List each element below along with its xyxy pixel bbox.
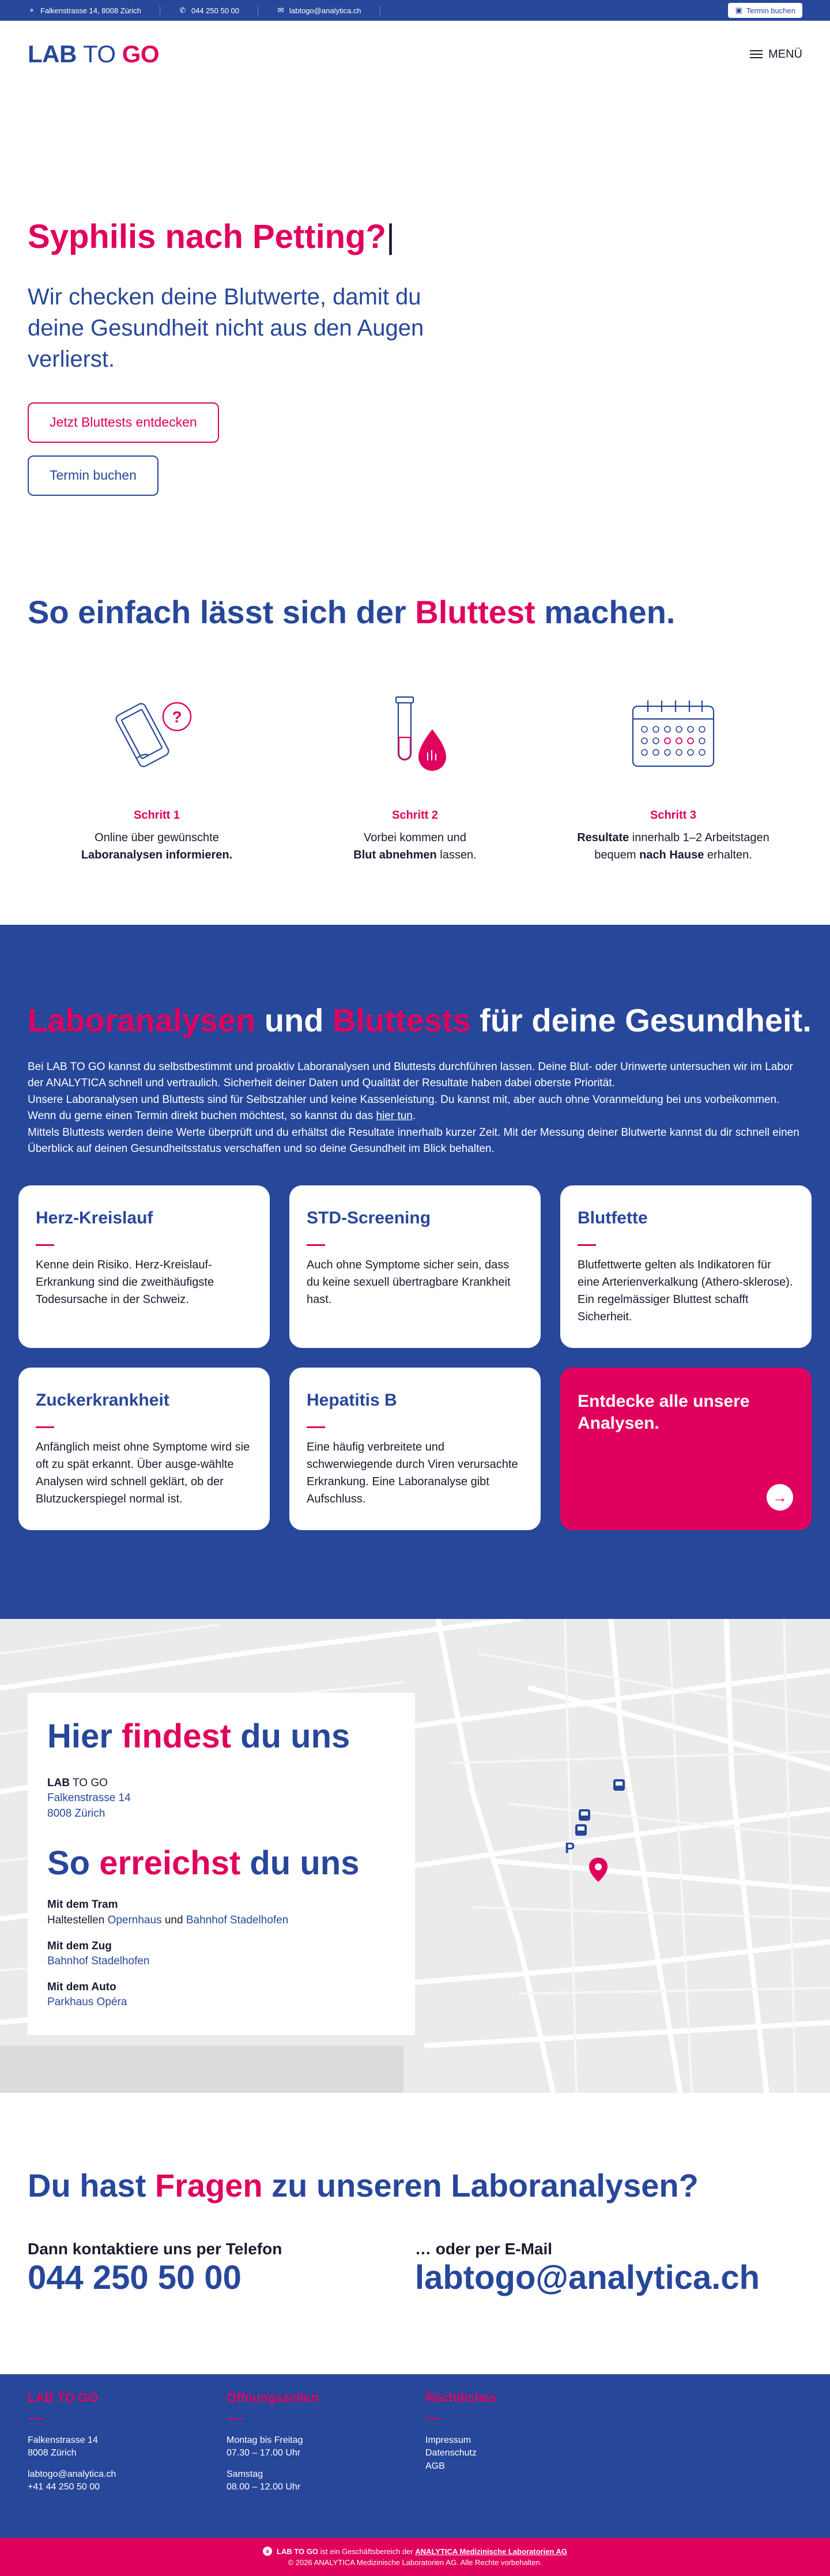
- topbar-email-text: labtogo@analytica.ch: [289, 6, 361, 15]
- footer-divider: [227, 2418, 243, 2419]
- footer-col-contact: [28, 2390, 227, 2522]
- top-utility-bar: [0, 0, 830, 21]
- book-here-link[interactable]: hier tun: [376, 1109, 413, 1122]
- footer-hours2: 08.00 – 12.00 Uhr: [227, 2482, 301, 2492]
- step-2: [286, 689, 544, 864]
- card-all-title: Entdecke alle unsere Analysen.: [578, 1392, 750, 1433]
- analyses-title-and: und: [255, 1002, 333, 1038]
- step-3-line1: innerhalb 1–2 Arbeitstagen: [629, 831, 769, 845]
- footer-hours1: 07.30 – 17.00 Uhr: [227, 2448, 301, 2458]
- address-name-rest: TO GO: [70, 1776, 108, 1789]
- card-herz-kreislauf[interactable]: [18, 1185, 270, 1348]
- datenschutz-link[interactable]: Datenschutz: [425, 2448, 477, 2458]
- legal-bar: [0, 2538, 830, 2576]
- address-street[interactable]: Falkenstrasse 14: [47, 1792, 131, 1805]
- tram-title: Mit dem Tram: [47, 1899, 118, 1911]
- step-2-label: Schritt 2: [391, 809, 439, 822]
- reach-highlight: erreichst: [99, 1844, 241, 1882]
- phone-icon: ✆: [179, 6, 186, 14]
- step-2-line2-rest: lassen.: [436, 849, 477, 862]
- footer-col3-title: Rechtliches: [425, 2390, 497, 2405]
- location-section: [0, 1619, 830, 2093]
- step-3-line2-pre: bequem: [594, 849, 640, 862]
- logo-go: GO: [122, 40, 160, 67]
- logo-to: TO: [83, 40, 116, 67]
- card-divider: [307, 1426, 325, 1428]
- step-1-text: [28, 829, 286, 864]
- footer-divider: [425, 2418, 442, 2419]
- contact-title-post: zu unseren Laboranalysen?: [262, 2167, 699, 2204]
- card-zuckerkrankheit[interactable]: [18, 1368, 270, 1530]
- intro-paragraph-2: [28, 1092, 802, 1124]
- analytica-logo-icon: a: [263, 2547, 272, 2556]
- legal-brand: LAB TO GO: [277, 2547, 318, 2556]
- hero-headline-text: Syphilis nach Petting?: [28, 218, 386, 255]
- card-text: Kenne dein Risiko. Herz-Kreislauf-Erkrankung sind die zweithäufigste Todesursache in der Schweiz.: [36, 1259, 214, 1306]
- step-1: [28, 689, 286, 864]
- footer-days2: Samstag: [227, 2469, 263, 2479]
- topbar-address-text: Falkenstrasse 14, 8008 Zürich: [40, 6, 141, 15]
- tram-pre: Haltestellen: [47, 1914, 108, 1926]
- step-3-line1-bold: Resultate: [577, 831, 629, 845]
- contact-phone-label: Dann kontaktiere uns per Telefon: [28, 2240, 282, 2258]
- hero-headline: [28, 217, 802, 257]
- tram-and: und: [161, 1914, 186, 1926]
- analyses-title-a: Laboranalysen: [28, 1002, 256, 1038]
- intro-2-post: .: [412, 1109, 416, 1122]
- logo[interactable]: [28, 40, 159, 68]
- stadelhofen-train-link[interactable]: Bahnhof Stadelhofen: [47, 1955, 150, 1968]
- topbar-book-label: Termin buchen: [746, 6, 795, 15]
- mail-icon: ✉: [277, 6, 284, 14]
- steps-title-pre: So einfach lässt sich der: [28, 594, 416, 630]
- card-title: Herz-Kreislauf: [36, 1208, 153, 1228]
- stadelhofen-tram-link[interactable]: Bahnhof Stadelhofen: [186, 1914, 289, 1926]
- address-name-lab: LAB: [47, 1776, 70, 1789]
- reach-pre: So: [47, 1844, 100, 1882]
- step-2-line1: Vorbei kommen und: [364, 831, 466, 845]
- opernhaus-link[interactable]: Opernhaus: [107, 1914, 162, 1926]
- step-2-line2-bold: Blut abnehmen: [353, 849, 437, 862]
- analyses-title: [18, 1001, 812, 1040]
- parking-icon: P: [565, 1839, 575, 1856]
- impressum-link[interactable]: Impressum: [425, 2435, 471, 2445]
- step-3-text: [544, 829, 802, 864]
- steps-section: [0, 593, 830, 925]
- find-us-title: [47, 1718, 395, 1755]
- address-block: [47, 1776, 395, 1822]
- card-blutfette[interactable]: [560, 1185, 812, 1348]
- card-title: Hepatitis B: [307, 1391, 397, 1410]
- card-title: STD-Screening: [307, 1208, 431, 1228]
- reach-us-title: [47, 1845, 395, 1882]
- card-hepatitis-b[interactable]: [289, 1368, 541, 1530]
- car-title: Mit dem Auto: [47, 1980, 116, 1993]
- card-std-screening[interactable]: [289, 1185, 541, 1348]
- card-divider: [307, 1244, 325, 1246]
- train-directions: [47, 1939, 395, 1969]
- step-3: [544, 689, 802, 864]
- footer-col-legal: [425, 2390, 624, 2522]
- topbar-address[interactable]: [28, 6, 160, 15]
- card-divider: [36, 1244, 54, 1246]
- contact-section: [0, 2093, 830, 2374]
- card-text: Blutfettwerte gelten als Indikatoren für eine Arterienverkalkung (Athero-sklerose). Ein regelmässiger Bluttest schafft Sicherheit.: [578, 1259, 793, 1324]
- train-title: Mit dem Zug: [47, 1939, 112, 1952]
- contact-phone-link[interactable]: 044 250 50 00: [28, 2259, 242, 2296]
- book-appointment-button[interactable]: Termin buchen: [28, 455, 159, 496]
- site-footer: [0, 2374, 830, 2538]
- arrow-right-icon[interactable]: →: [767, 1484, 793, 1511]
- analyses-intro: [18, 1059, 812, 1157]
- hamburger-icon: [750, 50, 763, 58]
- steps-title: [28, 593, 802, 631]
- menu-label: MENÜ: [768, 47, 802, 61]
- footer-divider: [28, 2418, 44, 2419]
- card-text: Anfänglich meist ohne Symptome wird sie oft zu spät erkannt. Über ausge-wählte Analysen wird schnell geklärt, ob der Blutzuckerspiegel normal ist.: [36, 1441, 250, 1506]
- footer-col2-title: Öffnungszeiten: [227, 2390, 319, 2405]
- typing-caret: |: [386, 218, 395, 255]
- svg-text:?: ?: [172, 708, 182, 726]
- card-title: Blutfette: [578, 1208, 648, 1228]
- contact-title-pre: Du hast: [28, 2167, 155, 2204]
- step-3-line2-bold: nach Hause: [639, 849, 704, 862]
- intro-paragraph-1: Bei LAB TO GO kannst du selbstbestimmt und proaktiv Laboranalysen und Bluttests durchführen lassen. Deine Blut- oder Urinwerte untersuchen wir im Labor der ANALYTICA schnell und vertraulich. Sicherheit deiner Daten und Qualität der Resultate haben dabei oberste Priorität.: [28, 1061, 793, 1089]
- step-1-label: Schritt 1: [133, 809, 180, 822]
- contact-title: [28, 2167, 802, 2204]
- card-title: Zuckerkrankheit: [36, 1391, 169, 1410]
- logo-lab: LAB: [28, 40, 77, 67]
- address-name: [47, 1776, 395, 1791]
- step-1-line1: Online über gewünschte: [95, 831, 219, 845]
- contact-email-link[interactable]: labtogo@analytica.ch: [415, 2259, 760, 2296]
- footer-col1-title: LAB TO GO: [28, 2390, 98, 2405]
- car-directions: [47, 1980, 395, 2010]
- location-card: [28, 1693, 415, 2035]
- intro-paragraph-3: Mittels Bluttests werden deine Werte überprüft und du erhältst die Resultate innerhalb kurzer Zeit. Mit der Messung deiner Blutwerte kannst du dir schnell einen Überblick auf deinen Gesundheitsstatus verschaffen und so deine Gesundheit im Blick behalten.: [28, 1127, 799, 1155]
- footer-city: 8008 Zürich: [28, 2448, 77, 2458]
- step-3-line2-rest: erhalten.: [704, 849, 752, 862]
- legal-text: [277, 2546, 567, 2558]
- contact-phone-block: [28, 2240, 415, 2297]
- contact-title-highlight: Fragen: [154, 2167, 263, 2204]
- topbar-email[interactable]: [277, 6, 380, 15]
- discover-bloodtests-button[interactable]: Jetzt Bluttests entdecken: [28, 402, 219, 443]
- find-pre: Hier: [47, 1718, 122, 1755]
- topbar-phone[interactable]: [179, 6, 258, 15]
- step-2-text: [286, 829, 544, 864]
- calendar-small-icon: ▣: [735, 6, 742, 14]
- card-divider: [36, 1426, 54, 1428]
- step-1-line2-bold: Laboranalysen informieren.: [81, 849, 233, 862]
- tram-directions: [47, 1897, 395, 1928]
- footer-phone-link[interactable]: +41 44 250 50 00: [28, 2482, 100, 2492]
- parkhaus-opera-link[interactable]: Parkhaus Opéra: [47, 1996, 127, 2009]
- topbar-book-button[interactable]: [728, 3, 802, 18]
- legal-mid: ist ein Geschäftsbereich der: [318, 2547, 416, 2556]
- steps-title-post: machen.: [535, 594, 676, 630]
- footer-email-link[interactable]: labtogo@analytica.ch: [28, 2469, 116, 2479]
- analyses-cards: [18, 1185, 812, 1530]
- card-text: Eine häufig verbreitete und schwerwiegende durch Viren verursachte Erkrankung. Eine Laboranalyse gibt Aufschluss.: [307, 1441, 518, 1506]
- intro-2-pre: Unsere Laboranalysen und Bluttests sind für Selbstzahler und keine Kassenleistung. Du kannst mit, aber auch ohne Voranmeldung bei uns vorbeikommen. Wenn du gerne einen Termin direkt buchen möchtest, so kannst du das: [28, 1094, 780, 1122]
- phone-question-icon: [114, 689, 200, 775]
- analyses-title-b: Bluttests: [333, 1002, 471, 1038]
- contact-email-label: … oder per E-Mail: [415, 2240, 553, 2258]
- contact-email-block: [415, 2240, 802, 2297]
- card-divider: [578, 1244, 596, 1246]
- footer-col-hours: [227, 2390, 425, 2522]
- analytica-link[interactable]: ANALYTICA Medizinische Laboratorien AG: [415, 2547, 567, 2556]
- hero-section: [0, 88, 830, 593]
- step-3-label: Schritt 3: [650, 809, 697, 822]
- calendar-icon: [627, 689, 719, 775]
- steps-title-highlight: Bluttest: [415, 594, 535, 630]
- footer-street: Falkenstrasse 14: [28, 2435, 98, 2445]
- footer-days1: Montag bis Freitag: [227, 2435, 303, 2445]
- reach-post: du uns: [240, 1844, 360, 1882]
- card-text: Auch ohne Symptome sicher sein, dass du keine sexuell übertragbare Krankheit hast.: [307, 1259, 511, 1306]
- agb-link[interactable]: AGB: [425, 2461, 445, 2471]
- find-post: du uns: [231, 1718, 350, 1755]
- menu-button[interactable]: [750, 48, 802, 61]
- copyright-text: © 2026 ANALYTICA Medizinische Laboratorien AG. Alle Rechte vorbehalten.: [288, 2558, 542, 2567]
- analyses-title-post: für deine Gesundheit.: [470, 1002, 812, 1038]
- analyses-section: [0, 925, 830, 1619]
- location-pin-icon: ⌖: [29, 6, 34, 14]
- hero-lead: Wir checken deine Blutwerte, damit du deine Gesundheit nicht aus den Augen verlierst.: [28, 284, 424, 372]
- find-highlight: findest: [121, 1718, 232, 1755]
- address-city[interactable]: 8008 Zürich: [47, 1807, 105, 1820]
- site-header: [0, 21, 830, 88]
- blood-tube-icon: [372, 689, 458, 775]
- topbar-phone-text: 044 250 50 00: [191, 6, 240, 15]
- card-all-analyses[interactable]: [560, 1368, 812, 1530]
